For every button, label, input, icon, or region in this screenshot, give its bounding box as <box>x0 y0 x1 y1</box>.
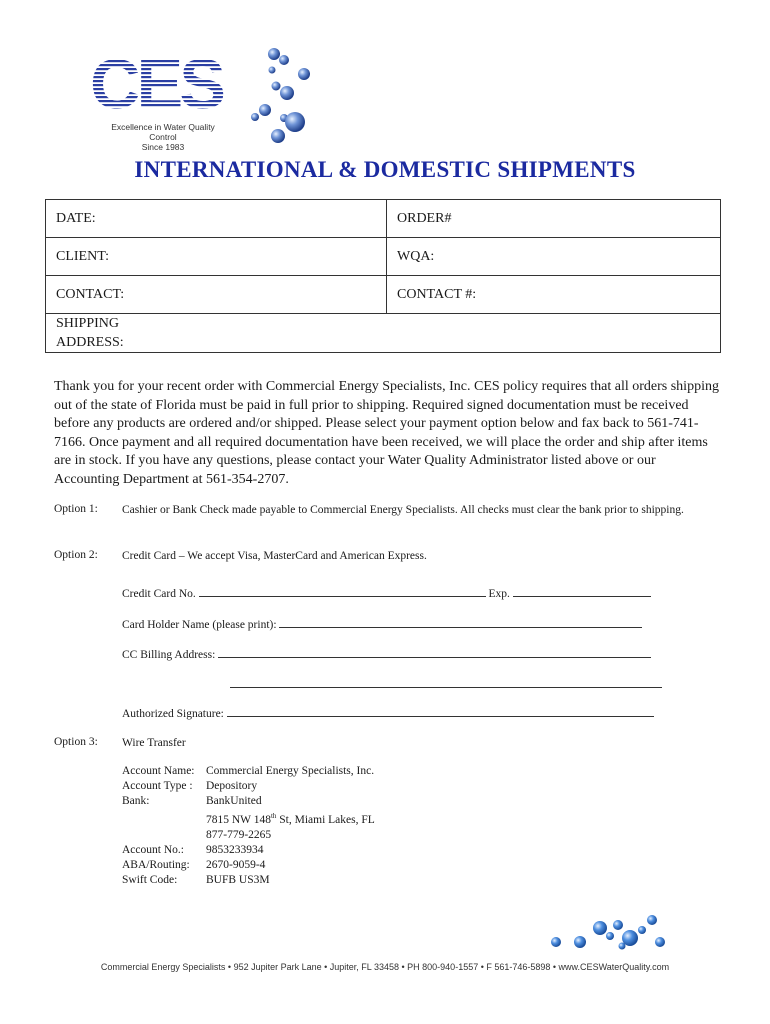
account-no-label: Account No.: <box>122 843 184 856</box>
billing-address-input[interactable] <box>218 647 651 658</box>
credit-card-row <box>122 586 651 600</box>
option3-text: Wire Transfer <box>122 737 186 749</box>
footer-bubbles-icon <box>540 910 670 960</box>
page-title: INTERNATIONAL & DOMESTIC SHIPMENTS <box>134 157 636 182</box>
bank-name-value: BankUnited <box>206 795 262 807</box>
bank-phone-value: 877-779-2265 <box>206 828 272 841</box>
credit-card-input[interactable] <box>199 586 486 597</box>
option2-label: Option 2: <box>54 549 98 561</box>
account-name-value: Commercial Energy Specialists, Inc. <box>206 765 375 777</box>
account-type-value: Depository <box>206 780 258 792</box>
client-field[interactable]: CLIENT: <box>46 238 387 276</box>
billing-address-input-2[interactable] <box>230 677 662 688</box>
card-holder-label: Card Holder Name (please print): <box>122 619 277 631</box>
shipping-address-field[interactable]: SHIPPING ADDRESS: <box>46 314 721 353</box>
bank-address-value: 7815 NW 148th St, Miami Lakes, FL <box>206 812 375 826</box>
billing-address-line2 <box>230 677 662 691</box>
order-info-table <box>45 199 721 353</box>
wqa-field[interactable]: WQA: <box>387 238 721 276</box>
signature-label: Authorized Signature: <box>122 708 224 720</box>
card-holder-input[interactable] <box>279 617 642 628</box>
intro-paragraph: Thank you for your recent order with Commercial Energy Specialists, Inc. CES policy requires that all orders shipping out of the state of Florida must be paid in full prior to shipping. Required signed documentation must be received before any products are ordered and/or shipped. Please select your payment option below and fax back to 561-741-7166. Once payment and all required documentation have been received, we will place the order and ship after items are in stock. If you have any questions, please contact your Water Quality Administrator listed above or our Accounting Department at 561-354-2707. <box>54 379 719 487</box>
bank-label: Bank: <box>122 795 150 807</box>
option2-text: Credit Card – We accept Visa, MasterCard and American Express. <box>122 550 427 562</box>
card-holder-row <box>122 617 642 631</box>
exp-input[interactable] <box>513 586 651 597</box>
option3-label: Option 3: <box>54 736 98 748</box>
billing-address-row <box>122 647 651 661</box>
footer-contact-line: Commercial Energy Specialists • 952 Jupiter Park Lane • Jupiter, FL 33458 • PH 800-940-1557 • F 561-746-5898 • www.CESWaterQuality.com <box>100 962 670 972</box>
signature-input[interactable] <box>227 706 654 717</box>
swift-value: BUFB US3M <box>206 873 270 886</box>
logo-tagline: Excellence in Water Quality Control Since 1983 <box>111 122 215 152</box>
billing-address-label: CC Billing Address: <box>122 649 216 661</box>
credit-card-label: Credit Card No. <box>122 588 196 600</box>
account-no-value: 9853233934 <box>206 843 264 856</box>
swift-label: Swift Code: <box>122 873 178 886</box>
contact-field[interactable]: CONTACT: <box>46 276 387 314</box>
svg-text:CES: CES <box>90 45 222 123</box>
signature-row <box>122 706 654 720</box>
exp-label: Exp. <box>488 588 510 600</box>
account-name-label: Account Name: <box>122 765 195 777</box>
routing-value: 2670-9059-4 <box>206 858 266 871</box>
date-field[interactable]: DATE: <box>46 200 387 238</box>
routing-label: ABA/Routing: <box>122 858 190 871</box>
option1-text: Cashier or Bank Check made payable to Commercial Energy Specialists. All checks must clear the bank prior to shipping. <box>122 504 684 516</box>
account-type-label: Account Type : <box>122 780 193 792</box>
option1-label: Option 1: <box>54 503 98 515</box>
order-number-field[interactable]: ORDER# <box>387 200 721 238</box>
wire-transfer-details <box>122 764 375 888</box>
contact-number-field[interactable]: CONTACT #: <box>387 276 721 314</box>
